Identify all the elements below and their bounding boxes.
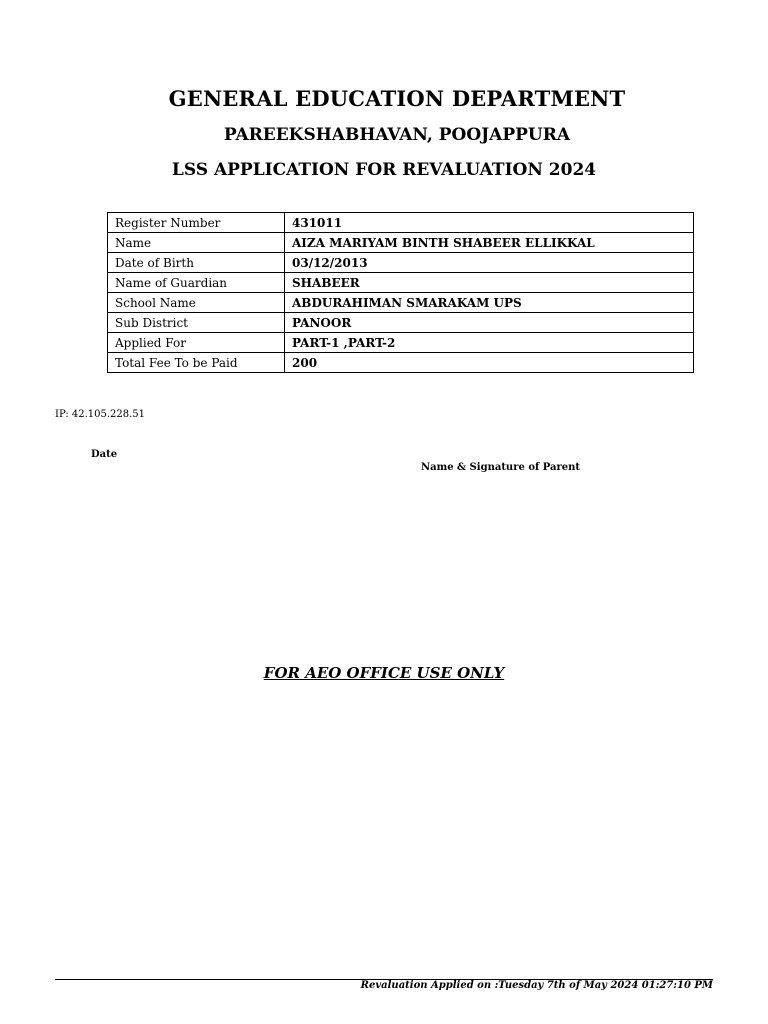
- table-row: [108, 233, 694, 253]
- guardian-value: SHABEER: [285, 273, 694, 293]
- register-number-value: 431011: [285, 213, 694, 233]
- guardian-label: Name of Guardian: [108, 273, 285, 293]
- sub-district-label: Sub District: [108, 313, 285, 333]
- ip-address: IP: 42.105.228.51: [55, 409, 146, 420]
- table-row: [108, 213, 694, 233]
- department-title: GENERAL EDUCATION DEPARTMENT: [168, 86, 626, 111]
- office-use-heading: FOR AEO OFFICE USE ONLY: [263, 664, 505, 682]
- applied-for-label: Applied For: [108, 333, 285, 353]
- table-row: [108, 313, 694, 333]
- dob-value: 03/12/2013: [285, 253, 694, 273]
- register-number-label: Register Number: [108, 213, 285, 233]
- applied-for-value: PART-1 ,PART-2: [285, 333, 694, 353]
- applicant-details-table: [107, 212, 694, 373]
- table-row: [108, 273, 694, 293]
- total-fee-label: Total Fee To be Paid: [108, 353, 285, 373]
- dob-label: Date of Birth: [108, 253, 285, 273]
- office-subtitle: PAREEKSHABHAVAN, POOJAPPURA: [223, 125, 571, 145]
- table-row: [108, 353, 694, 373]
- date-label: Date: [91, 449, 118, 460]
- school-label: School Name: [108, 293, 285, 313]
- table-row: [108, 333, 694, 353]
- footer-timestamp: Revaluation Applied on :Tuesday 7th of May 2024 01:27:10 PM: [360, 980, 713, 991]
- table-row: [108, 253, 694, 273]
- name-label: Name: [108, 233, 285, 253]
- sub-district-value: PANOOR: [285, 313, 694, 333]
- school-value: ABDURAHIMAN SMARAKAM UPS: [285, 293, 694, 313]
- total-fee-value: 200: [285, 353, 694, 373]
- name-value: AIZA MARIYAM BINTH SHABEER ELLIKKAL: [285, 233, 694, 253]
- form-title: LSS APPLICATION FOR REVALUATION 2024: [171, 160, 597, 180]
- parent-signature-label: Name & Signature of Parent: [421, 462, 581, 473]
- table-row: [108, 293, 694, 313]
